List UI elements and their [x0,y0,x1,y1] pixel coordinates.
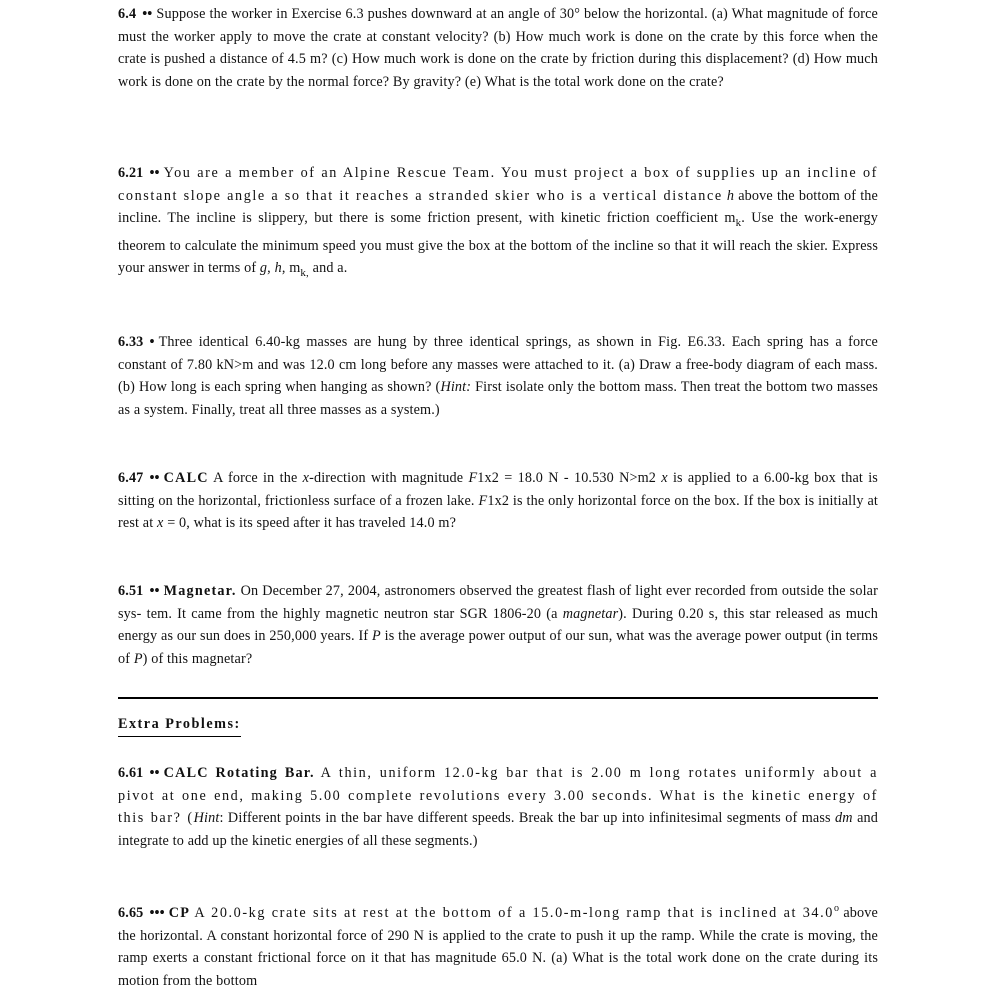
variable-x: x [302,470,310,486]
difficulty-marker: •• [149,765,160,781]
problem-text: ). During 0.20 s, this star released as much energy as our sun does in 250,000 years. If [118,605,878,645]
difficulty-marker: •• [149,583,160,599]
degree-mark: o [833,903,840,914]
topic-label: Magnetar. [163,583,237,599]
variable-dm: dm [835,810,853,827]
problem-6-21 [118,162,878,285]
problem-text: above the bottom of the incline. The incline is slippery, but there is some friction present, with kinetic friction coefficient m [118,187,878,227]
problem-6-65 [118,898,878,992]
cp-label: CP [168,905,191,921]
problem-number: 6.33 [118,334,144,350]
problem-text: ) of this magnetar? [142,650,253,667]
problem-text: On December 27, 2004, astronomers observed the greatest flash of light ever recorded from outside the solar sys- tem. It came from the highly magnetic neutron star SGR 1806-20 (a [118,583,878,622]
problem-text: and a. [312,260,348,277]
problem-text: A force in the [213,470,298,486]
problem-number: 6.47 [118,470,144,486]
problem-text: above the horizontal. A constant horizontal force of 290 N is applied to the crate to push it up the ramp. While the crate is moving, the ramp exerts a constant frictional force on it that has magnitude 65.0 N. (a) What is the total work done on the crate during its motion from the bottom [118,905,878,989]
variable-x: x [157,515,164,532]
problem-6-4 [118,3,878,93]
problem-number: 6.61 [118,765,144,781]
problem-text: is the average power output of our sun, what was the average power output (in terms of [118,628,878,667]
difficulty-marker: • [149,334,155,350]
problem-text: A 20.0-kg crate sits at rest at the bottom of a 15.0-m-long ramp that is inclined at 34.0 [194,905,834,921]
subscript-k: k [735,217,742,230]
subscript-k: k, [300,267,309,280]
problem-number: 6.51 [118,583,144,599]
extra-problems-heading: Extra Problems: [118,716,241,737]
variable-g: g [259,260,268,277]
topic-label: CALC Rotating Bar. [163,765,315,781]
problem-text: = 0, what is its speed after it has traveled 14.0 m? [167,515,457,532]
difficulty-marker: •• [142,6,153,22]
problem-text: You are a member of an Alpine Rescue Team. You must project a box of supplies up an incline of constant slope angle a so that it reaches a stranded skier who is a vertical distance [118,165,878,204]
problem-number: 6.65 [118,905,144,921]
problem-text: A thin, uniform 12.0-kg bar that is 2.00 m long rotates uniformly about a pivot at one end, making 5.00 complete revolutions every 3.00 seconds. What is the kinetic energy of this bar? ( [118,765,878,827]
variable-h: h [274,260,282,277]
problem-text: and integrate to add up the kinetic energies of all these segments.) [118,810,878,849]
hint-label: Hint: [440,379,472,396]
comma: , [281,260,286,277]
problem-6-47 [118,467,878,535]
variable-F: F [478,492,488,509]
problem-6-61 [118,762,878,852]
difficulty-marker: •• [149,470,160,486]
problem-text: is applied to a 6.00-kg box that is sitting on the horizontal, frictionless surface of a frozen lake. [118,470,878,509]
section-divider [118,697,878,699]
problem-text: 1x2 is the only horizontal force on the box. If the box is initially at rest at [118,492,878,532]
problem-6-51 [118,580,878,670]
problem-6-33 [118,331,878,421]
comma: , [267,260,271,277]
problem-number: 6.21 [118,165,144,181]
difficulty-marker: •• [149,165,160,181]
calc-label: CALC [163,470,209,486]
variable-P: P [372,628,381,645]
problem-text: -direction with magnitude [309,470,464,486]
problem-text: First isolate only the bottom mass. Then treat the bottom two masses as a system. Finally, treat all three masses as a system.) [118,379,878,418]
variable-x: x [661,470,668,486]
variable-P: P [133,650,143,667]
difficulty-marker: ••• [149,905,165,921]
problem-text: Suppose the worker in Exercise 6.3 pushes downward at an angle of 30° below the horizontal. (a) What magnitude of force must the worker apply to move the crate at constant velocity? (b) How much work is done on the crate by this force when the crate is pushed a distance of 4.5 m? (c) How much work is done on the crate by friction during this displacement? (d) How much work is done on the crate by the normal force? By gravity? (e) What is the total work done on the crate? [118,6,878,90]
term-magnetar: magnetar [562,605,619,622]
problem-text: : Different points in the bar have different speeds. Break the bar up into infinitesimal segments of mass [219,810,831,827]
problem-text: 1x2 = 18.0 N - 10.530 N>m2 [477,470,657,486]
mu-symbol: m [289,260,301,277]
variable-h: h [726,187,735,204]
hint-label: Hint [193,810,220,827]
problem-text: Three identical 6.40-kg masses are hung by three identical springs, as shown in Fig. E6.33. Each spring has a force constant of 7.80 kN>m and was 12.0 cm long before any masses were attached to it. (a) Draw a free-body diagram of each mass. (b) How long is each spring when hanging as shown? ( [118,334,878,396]
problem-number: 6.4 [118,6,137,22]
problem-text: . Use the work-energy theorem to calculate the minimum speed you must give the box at the bottom of the incline so that it will reach the skier. Express your answer in terms of [118,210,878,277]
variable-F: F [468,470,478,486]
